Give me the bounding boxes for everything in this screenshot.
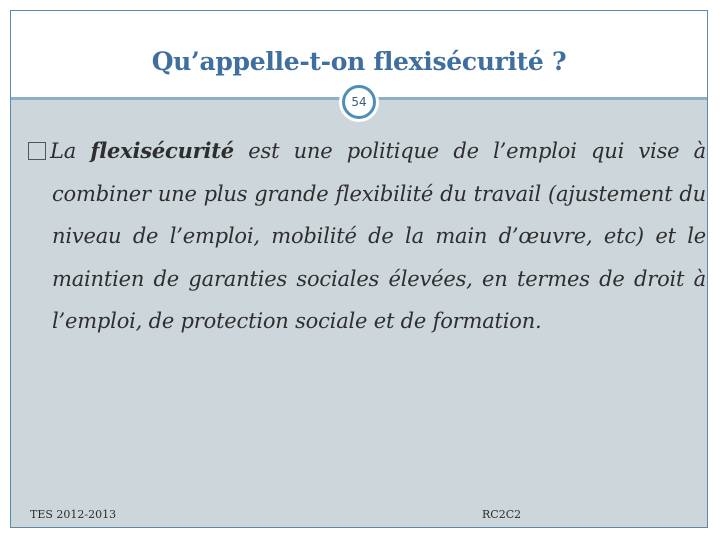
body-rest: est une politique de l’emploi qui vise à combiner une plus grande flexibilité du travail (ajustement du niveau de l’emploi, mobilité de la main d’œuvre, etc) et le maintien de garanties sociales élevées, en termes de droit à l’emploi, de protection sociale et de formation. (52, 139, 706, 333)
body-prefix: La (50, 139, 91, 163)
body-paragraph (28, 130, 706, 343)
footer-center: RC2C2 (482, 508, 522, 521)
page-number-badge: 54 (342, 85, 376, 119)
checkbox-bullet-icon (28, 142, 46, 160)
slide-title: Qu’appelle-t-on flexisécurité ? (151, 47, 567, 76)
footer-left: TES 2012-2013 (30, 508, 117, 521)
body-term: flexisécurité (90, 138, 234, 163)
